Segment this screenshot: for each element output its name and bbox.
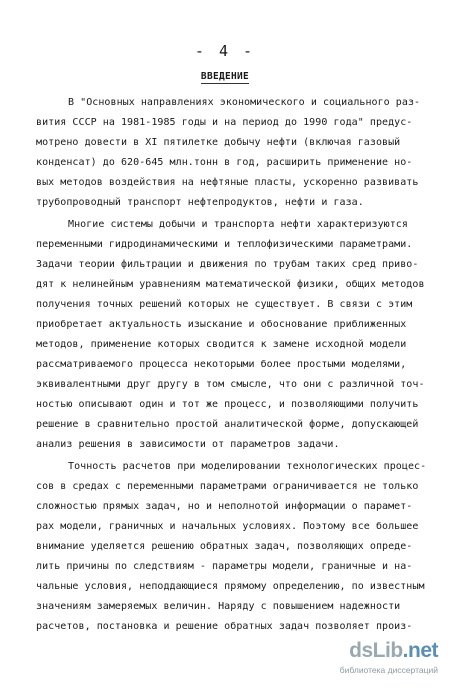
text-line: рах модели, граничных и начальных условиях. Поэтому все большее — [36, 521, 419, 532]
dslib-watermark — [340, 639, 440, 679]
text-line: вых методов воздействия на нефтяные пласты, ускоренно развивать — [36, 177, 419, 188]
text-line: внимание уделяется решению обратных задач, позволяющих опреде- — [36, 541, 413, 552]
heading-text: ВВЕДЕНИЕ — [200, 71, 250, 82]
page-number: - 4 - — [194, 42, 256, 60]
text-line: чальные условия, неподдающиеся прямому определению, по известным — [36, 581, 425, 592]
text-line: значениям замеряемых величин. Наряду с повышением надежности — [36, 601, 401, 612]
section-heading — [0, 71, 450, 82]
text-line: расчетов, постановка и решение обратных задач позволяет произ- — [36, 621, 413, 632]
text-line: анализ решения в зависимости от параметров задачи. — [36, 439, 340, 450]
text-line: ностью описывают один и тот же процесс, и позволяющими получить — [36, 399, 419, 410]
text-line: сложностью прямых задач, но и неполнотой информации о парамет- — [36, 501, 413, 512]
dslib-logo: dsLib.net — [349, 639, 438, 662]
text-line: сов в средах с переменными параметрами ограничивается не только — [36, 481, 419, 492]
text-line: переменными гидродинамическими и теплофизическими параметрами. — [36, 239, 413, 250]
text-line: методов, применение которых сводится к замене исходной модели — [36, 339, 407, 350]
text-line: вития СССР на 1981-1985 годы и на период до 1990 года" предус- — [36, 117, 413, 128]
text-line: дят к нелинейным уравнениям математической физики, общих методов — [36, 279, 425, 290]
text-line: решение в сравнительно простой аналитической форме, допускающей — [36, 419, 419, 430]
text-line: Многие системы добычи и транспорта нефти характеризуются — [68, 219, 408, 230]
text-line: приобретает актуальность изыскание и обоснование приближенных — [36, 319, 407, 330]
text-line: Точность расчетов при моделировании технологических процес- — [68, 461, 427, 472]
text-line: трубопроводный транспорт нефтепродуктов, нефти и газа. — [36, 197, 364, 208]
text-line: мотрено довести в XI пятилетке добычу нефти (включая газовый — [36, 137, 401, 148]
text-line: конденсат) до 620-645 млн.тонн в год, расширить применение но- — [36, 157, 413, 168]
text-line: рассматриваемого процесса некоторыми более простыми моделями, — [36, 359, 407, 370]
text-line: получения точных решений которых не существует. В связи с этим — [36, 299, 413, 310]
text-line: Задачи теории фильтрации и движения по трубам таких сред приво- — [36, 259, 419, 270]
text-line: лить причины по следствиям - параметры модели, граничные и на- — [36, 561, 413, 572]
dslib-tagline: библиотека диссертаций — [339, 665, 438, 675]
text-line: В "Основных направлениях экономического и социального раз- — [68, 97, 421, 108]
text-line: эквивалентными друг другу в том смысле, что они с различной точ- — [36, 379, 425, 390]
